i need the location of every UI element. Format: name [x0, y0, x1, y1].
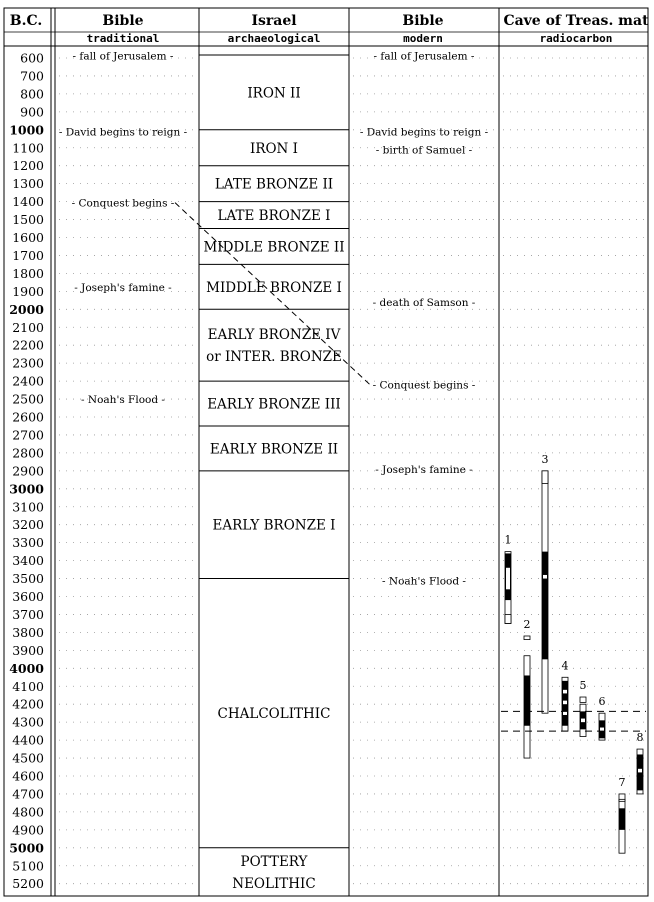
- period-label: EARLY BRONZE III: [207, 396, 341, 413]
- year-label: 2000: [9, 301, 44, 317]
- year-label: 2800: [12, 445, 44, 461]
- year-label: 2500: [12, 391, 44, 407]
- year-label: 1200: [12, 158, 44, 174]
- traditional-events: [59, 50, 188, 406]
- year-label: 4500: [12, 750, 44, 766]
- year-label: 600: [20, 50, 44, 66]
- year-label: 3100: [12, 499, 44, 515]
- event-label: - Joseph's famine -: [74, 282, 172, 295]
- year-label: 1400: [12, 194, 44, 210]
- period-label: EARLY BRONZE IV: [207, 327, 341, 344]
- event-label: - David begins to reign -: [359, 126, 489, 139]
- year-label: 4100: [12, 678, 44, 694]
- radiocarbon-sample: [599, 695, 606, 740]
- year-label: 900: [20, 104, 44, 120]
- year-label: 3300: [12, 535, 44, 551]
- sample-label: 3: [541, 452, 549, 466]
- year-label: 3500: [12, 571, 44, 587]
- sample-gap: [581, 719, 585, 723]
- year-label: 3200: [12, 517, 44, 533]
- year-label: 4600: [12, 768, 44, 784]
- header-israel: Israel: [251, 13, 297, 29]
- subheader-radiocarbon: radiocarbon: [539, 32, 613, 45]
- event-label: - birth of Samuel -: [375, 144, 473, 157]
- sample-label: 2: [523, 617, 531, 631]
- period-label: NEOLITHIC: [232, 875, 316, 892]
- period-label: POTTERY: [240, 853, 308, 870]
- year-label: 3400: [12, 553, 44, 569]
- radiocarbon-dashed-lines: [501, 711, 646, 731]
- year-label: 2900: [12, 463, 44, 479]
- year-label: 3700: [12, 606, 44, 622]
- year-label: 4000: [9, 660, 44, 676]
- sample-outlier-box: [505, 614, 511, 623]
- event-label: - Noah's Flood -: [382, 575, 466, 588]
- year-label: 2600: [12, 409, 44, 425]
- modern-events: [360, 50, 489, 587]
- event-label: - death of Samson -: [372, 297, 476, 310]
- year-label: 1000: [9, 122, 44, 138]
- year-label: 1800: [12, 265, 44, 281]
- period-label: EARLY BRONZE I: [212, 517, 336, 534]
- year-label: 4800: [12, 804, 44, 820]
- year-label: 3000: [9, 481, 44, 497]
- event-label: - fall of Jerusalem -: [373, 50, 475, 63]
- radiocarbon-samples: [505, 453, 644, 853]
- sample-gap: [563, 701, 567, 705]
- period-label: LATE BRONZE I: [217, 208, 331, 225]
- period-label: EARLY BRONZE II: [209, 441, 339, 458]
- year-label: 1300: [12, 176, 44, 192]
- year-label: 2100: [12, 319, 44, 335]
- radiocarbon-sample: [542, 453, 549, 713]
- event-label: - David begins to reign -: [58, 126, 188, 139]
- event-label: - Joseph's famine -: [375, 464, 473, 477]
- sample-label: 5: [579, 679, 587, 693]
- sample-core-range: [524, 675, 530, 725]
- year-label: 3800: [12, 624, 44, 640]
- event-label: - Noah's Flood -: [81, 394, 165, 407]
- sample-label: 7: [618, 775, 626, 789]
- sample-outlier-box: [542, 471, 548, 484]
- year-label: 5100: [12, 858, 44, 874]
- sample-gap: [543, 575, 547, 579]
- radiocarbon-sample: [562, 659, 569, 731]
- year-label: 2300: [12, 355, 44, 371]
- sample-label: 8: [636, 731, 644, 745]
- year-label: 4900: [12, 822, 44, 838]
- period-label: MIDDLE BRONZE I: [206, 279, 342, 296]
- year-label: 4400: [12, 732, 44, 748]
- period-label: IRON I: [249, 140, 299, 157]
- event-label: - fall of Jerusalem -: [72, 50, 174, 63]
- year-label: 2400: [12, 373, 44, 389]
- year-label: 700: [20, 68, 44, 84]
- year-label: 2200: [12, 337, 44, 353]
- period-label: LATE BRONZE II: [214, 176, 334, 193]
- sample-label: 1: [504, 533, 512, 547]
- radiocarbon-sample: [505, 534, 512, 624]
- header-bible-modern: Bible: [402, 13, 444, 29]
- header-bible-traditional: Bible: [102, 13, 144, 29]
- year-label: 3900: [12, 642, 44, 658]
- period-label: or INTER. BRONZE: [206, 349, 342, 366]
- radiocarbon-sample: [524, 618, 531, 758]
- event-label: - Conquest begins -: [71, 197, 175, 210]
- year-label: 1100: [12, 140, 44, 156]
- radiocarbon-sample: [580, 679, 587, 736]
- sample-label: 6: [598, 695, 606, 709]
- year-label: 800: [20, 86, 44, 102]
- year-label: 1500: [12, 212, 44, 228]
- sample-gap: [638, 769, 642, 773]
- header-row: [10, 13, 649, 45]
- year-label: 2700: [12, 427, 44, 443]
- year-label: 4700: [12, 786, 44, 802]
- sample-outlier-box: [619, 799, 625, 801]
- gridlines: [59, 58, 644, 884]
- year-label: 1600: [12, 230, 44, 245]
- sample-gap: [506, 568, 510, 590]
- year-label: 5000: [9, 840, 44, 856]
- sample-outlier-box: [580, 697, 586, 702]
- header-cave-of-treasure: Cave of Treas. mat: [503, 13, 649, 29]
- subheader-traditional: traditional: [86, 32, 160, 45]
- sample-label: 4: [561, 659, 569, 673]
- year-label: 5200: [12, 876, 44, 892]
- subheader-modern: modern: [403, 32, 443, 45]
- header-bc: B.C.: [9, 13, 43, 29]
- year-label: 1700: [12, 247, 44, 263]
- year-label: 3600: [12, 589, 44, 604]
- subheader-archaeological: archaeological: [227, 32, 321, 45]
- period-label: IRON II: [247, 85, 301, 102]
- year-label: 4300: [12, 714, 44, 730]
- event-label: - Conquest begins -: [372, 379, 476, 392]
- radiocarbon-sample: [619, 776, 626, 853]
- sample-core-range: [542, 552, 548, 660]
- year-label: 1900: [12, 283, 44, 299]
- sample-outlier-box: [524, 636, 530, 640]
- archaeological-periods: [199, 55, 349, 892]
- sample-core-range: [619, 808, 625, 830]
- year-label: 4200: [12, 696, 44, 712]
- period-label: CHALCOLITHIC: [217, 706, 331, 723]
- period-label: MIDDLE BRONZE II: [203, 239, 345, 256]
- sample-gap: [563, 690, 567, 694]
- year-axis: [9, 51, 44, 892]
- radiocarbon-sample: [637, 731, 644, 794]
